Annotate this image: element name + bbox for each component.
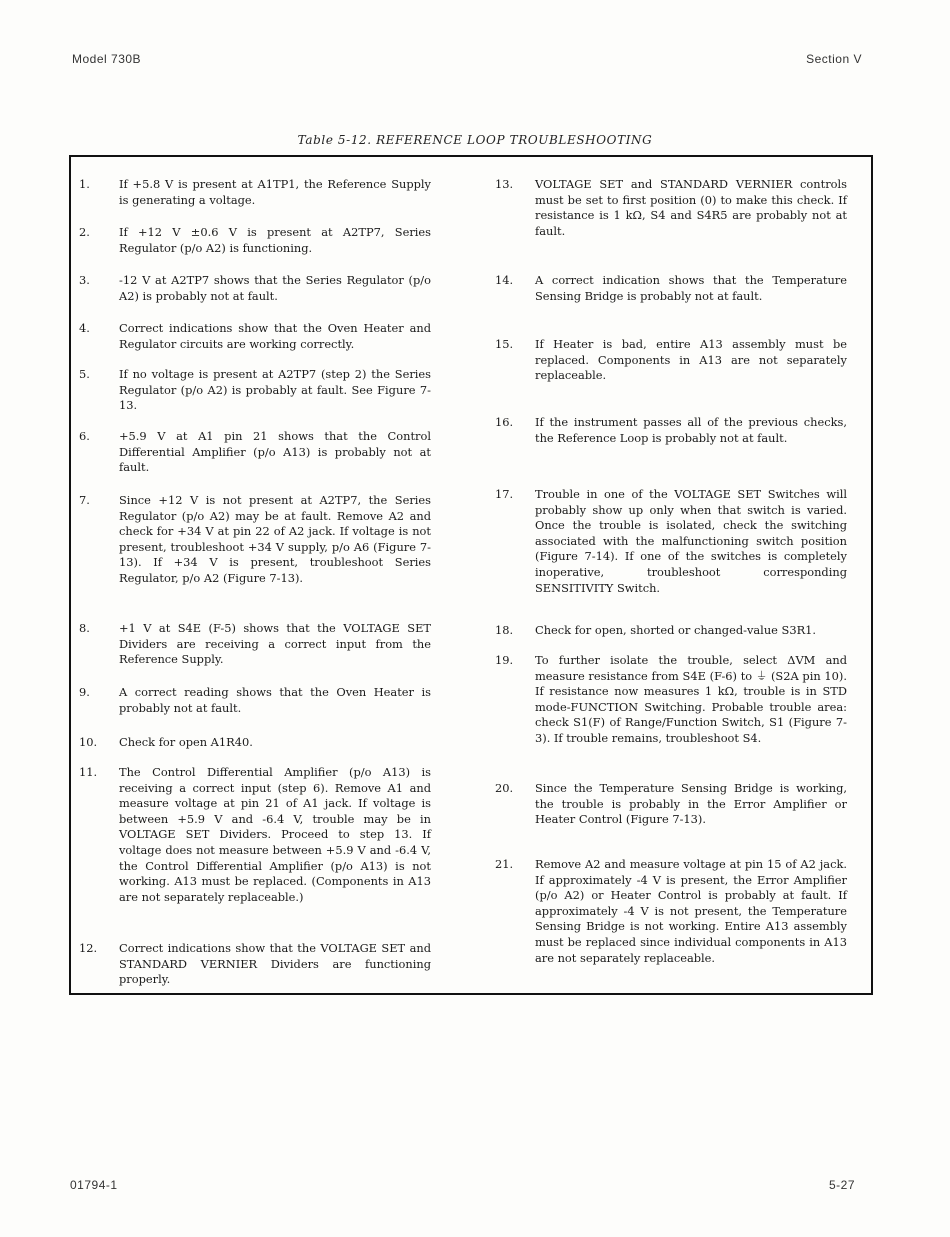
step-number: 14. [495,273,514,287]
step-number: 9. [79,685,90,699]
step-text: VOLTAGE SET and STANDARD VERNIER controls must be set to first position (0) to make this check. If resistance is 1 kΩ, S4 and S4R5 are probably not at fault. [535,177,847,238]
step-text: Since +12 V is not present at A2TP7, the Series Regulator (p/o A2) may be at fault. Remove A2 and check for +34 V at pin 22 of A2 jack. If voltage is not present, troubleshoot +34 V supply, p/o A6 (Figure 7-13). If +34 V is present, troubleshoot Series Regulator, p/o A2 (Figure 7-13). [119,493,431,585]
table-title: Table 5-12. REFERENCE LOOP TROUBLESHOOTING [297,133,653,147]
step-16 [495,415,847,446]
step-12 [79,941,431,988]
step-number: 2. [79,225,90,239]
step-20 [495,781,847,828]
step-number: 19. [495,653,514,667]
step-number: 4. [79,321,90,335]
step-number: 8. [79,621,90,635]
step-text: Since the Temperature Sensing Bridge is working, the trouble is probably in the Error Amplifier or Heater Control (Figure 7-13). [535,781,847,827]
step-number: 21. [495,857,514,871]
step-6 [79,429,431,476]
step-number: 15. [495,337,514,351]
step-5 [79,367,431,414]
step-text: If no voltage is present at A2TP7 (step 2) the Series Regulator (p/o A2) is probably at fault. See Figure 7-13. [119,367,431,413]
document-code: 01794-1 [70,1178,118,1192]
step-3 [79,273,431,304]
step-text: +5.9 V at A1 pin 21 shows that the Control Differential Amplifier (p/o A13) is probably not at fault. [119,429,431,475]
step-number: 3. [79,273,90,287]
section-header: Section V [806,52,862,66]
step-text: Trouble in one of the VOLTAGE SET Switches will probably show up only when that switch is varied. Once the trouble is isolated, check the switching associated with the malfunctioning switch position (Figure 7-14). If one of the switches is completely inoperative, troubleshoot corresponding SENSITIVITY Switch. [535,487,847,595]
step-7 [79,493,431,587]
step-text: Correct indications show that the Oven Heater and Regulator circuits are working correctly. [119,321,431,351]
step-text: A correct indication shows that the Temperature Sensing Bridge is probably not at fault. [535,273,847,303]
step-number: 18. [495,623,514,637]
step-number: 20. [495,781,514,795]
step-text: -12 V at A2TP7 shows that the Series Regulator (p/o A2) is probably not at fault. [119,273,431,303]
step-21 [495,857,847,966]
troubleshooting-table [69,155,873,995]
step-number: 5. [79,367,90,381]
step-number: 11. [79,765,98,779]
step-text: Remove A2 and measure voltage at pin 15 of A2 jack. If approximately -4 V is present, the Error Amplifier (p/o A2) or Heater Control is probably at fault. If approximately -4 V is not present, the Temperature Sensing Bridge is not working. Entire A13 assembly must be replaced since individual components in A13 are not separately replaceable. [535,857,847,965]
step-number: 10. [79,735,98,749]
step-number: 17. [495,487,514,501]
step-1 [79,177,431,208]
page-number: 5-27 [828,1178,855,1192]
step-10 [79,735,431,751]
step-text: Correct indications show that the VOLTAGE SET and STANDARD VERNIER Dividers are functioning properly. [119,941,431,987]
step-17 [495,487,847,596]
step-number: 12. [79,941,98,955]
step-19 [495,653,847,747]
step-text: To further isolate the trouble, select ΔVM and measure resistance from S4E (F-6) to ⏚ (S2A pin 10). If resistance now measures 1 kΩ, trouble is in STD mode-FUNCTION Switching. Probable trouble area: check S1(F) of Range/Function Switch, S1 (Figure 7-3). If trouble remains, troubleshoot S4. [535,653,847,745]
step-2 [79,225,431,256]
step-number: 16. [495,415,514,429]
step-11 [79,765,431,905]
step-text: Check for open, shorted or changed-value S3R1. [535,623,817,637]
step-8 [79,621,431,668]
step-text: If Heater is bad, entire A13 assembly must be replaced. Components in A13 are not separately replaceable. [535,337,847,383]
step-text: If the instrument passes all of the previous checks, the Reference Loop is probably not at fault. [535,415,847,445]
step-18 [495,623,847,639]
step-text: If +12 V ±0.6 V is present at A2TP7, Series Regulator (p/o A2) is functioning. [119,225,431,255]
step-text: Check for open A1R40. [119,735,253,749]
step-13 [495,177,847,239]
step-text: If +5.8 V is present at A1TP1, the Reference Supply is generating a voltage. [119,177,431,207]
step-text: A correct reading shows that the Oven Heater is probably not at fault. [119,685,431,715]
step-14 [495,273,847,304]
model-header: Model 730B [72,52,142,66]
step-number: 13. [495,177,514,191]
step-4 [79,321,431,352]
step-9 [79,685,431,716]
step-number: 7. [79,493,90,507]
step-number: 6. [79,429,90,443]
step-number: 1. [79,177,90,191]
step-15 [495,337,847,384]
step-text: The Control Differential Amplifier (p/o A13) is receiving a correct input (step 6). Remove A1 and measure voltage at pin 21 of A1 jack. If voltage is between +5.9 V and -6.4 V, trouble may be in VOLTAGE SET Dividers. Proceed to step 13. If voltage does not measure between +5.9 V and -6.4 V, the Control Differential Amplifier (p/o A13) is not working. A13 must be replaced. (Components in A13 are not separately replaceable.) [119,765,431,904]
step-text: +1 V at S4E (F-5) shows that the VOLTAGE SET Dividers are receiving a correct input from the Reference Supply. [119,621,431,667]
